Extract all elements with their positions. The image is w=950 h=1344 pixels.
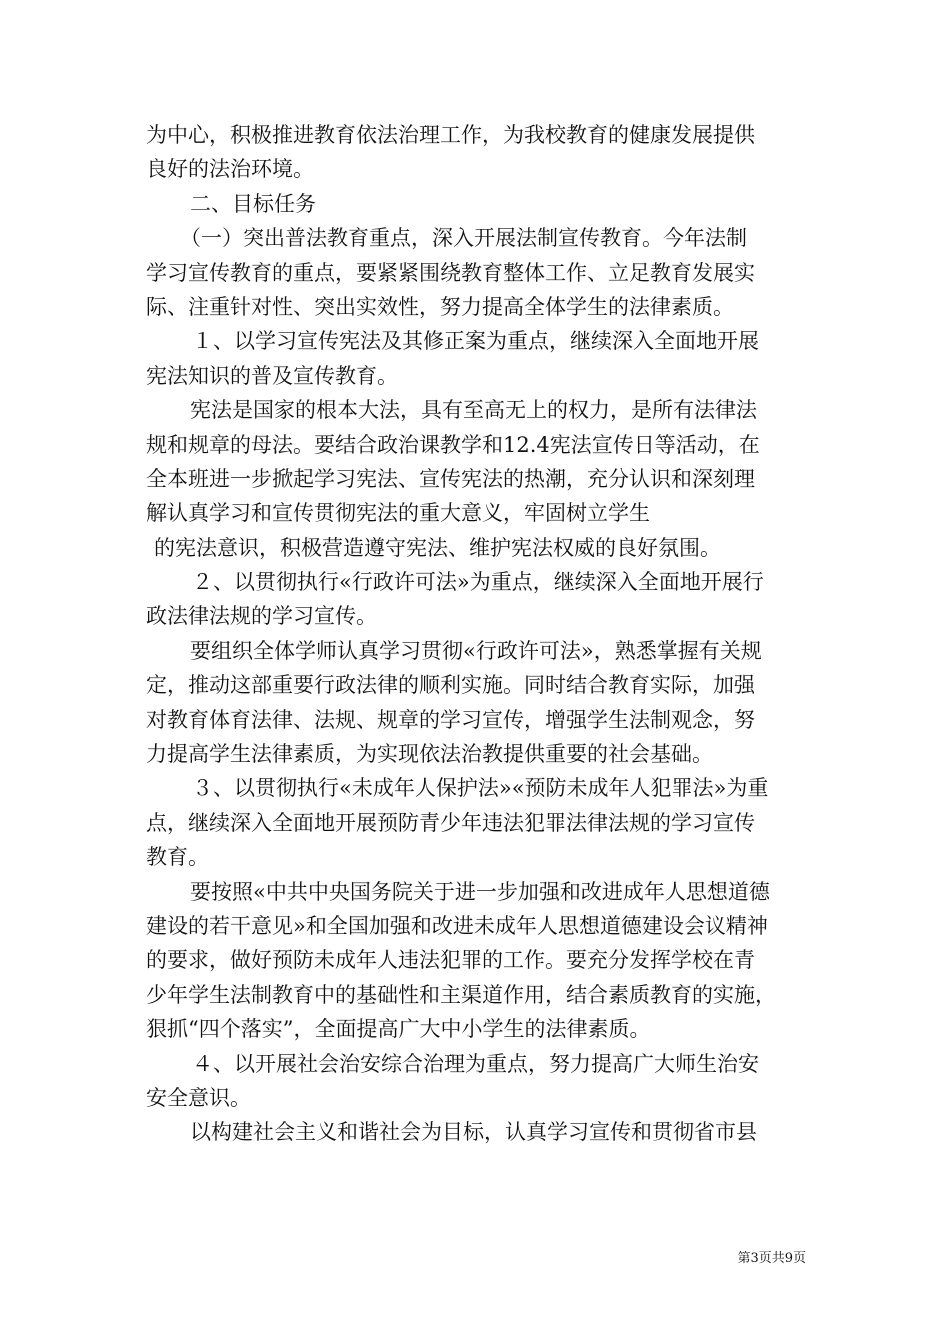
text-line: 以构建社会主义和谐社会为目标，认真学习宣传和贯彻省市县 [190,1120,757,1145]
section-heading: 二、目标任务 [190,191,316,216]
text-line: 宪法知识的普及宣传教育。 [146,363,398,388]
text-line: 力提高学生法律素质，为实现依法治教提供重要的社会基础。 [146,742,713,767]
text-line: 全本班进一步掀起学习宪法、宣传宪法的热潮，充分认识和深刻理 [146,466,755,491]
text-line: 安全意识。 [146,1085,251,1110]
text-line: 少年学生法制教育中的基础性和主渠道作用，结合素质教育的实施， [146,982,776,1007]
text-line: 政法律法规的学习宣传。 [146,604,377,629]
page-number: 第3页共9页 [737,1251,806,1266]
text-line: 要组织全体学师认真学习贯彻«行政许可法»，熟悉掌握有关规 [190,638,762,663]
text-line: ３、以贯彻执行«未成年人保护法»«预防未成年人犯罪法»为重 [192,776,769,801]
text-line: 建设的若干意见»和全国加强和改进未成年人思想道德建设会议精神 [146,913,768,938]
text-line: 点，继续深入全面地开展预防青少年违法犯罪法律法规的学习宣传 [146,810,755,835]
text-line: ４、以开展社会治安综合治理为重点，努力提高广大师生治安 [192,1051,759,1076]
text-line: 狠抓“四个落实”，全面提高广大中小学生的法律素质。 [146,1017,651,1042]
text-line: 的要求，做好预防未成年人违法犯罪的工作。要充分发挥学校在青 [146,948,755,973]
text-line: 良好的法治环境。 [146,157,314,182]
text-line: 定，推动这部重要行政法律的顺利实施。同时结合教育实际，加强 [146,673,755,698]
text-line: 要按照«中共中央国务院关于进一步加强和改进成年人思想道德 [190,879,770,904]
text-line: 解认真学习和宣传贯彻宪法的重大意义，牢固树立学生 [146,501,650,526]
text-line: ２、以贯彻执行«行政许可法»为重点，继续深入全面地开展行 [192,570,764,595]
text-line: 对教育体育法律、法规、规章的学习宣传，增强学生法制观念，努 [146,707,755,732]
text-line: 学习宣传教育的重点，要紧紧围绕教育整体工作、立足教育发展实 [146,260,755,285]
text-line: 为中心，积极推进教育依法治理工作，为我校教育的健康发展提供 [146,123,755,147]
text-line: 际、注重针对性、突出实效性，努力提高全体学生的法律素质。 [146,294,734,319]
text-line: （一）突出普法教育重点，深入开展法制宣传教育。今年法制 [180,226,747,251]
text-line: １、以学习宣传宪法及其修正案为重点，继续深入全面地开展 [192,329,759,354]
text-line: 宪法是国家的根本大法，具有至高无上的权力，是所有法律法 [190,398,757,423]
text-line: 的宪法意识，积极营造遵守宪法、维护宪法权威的良好氛围。 [154,535,721,560]
body-text [146,118,808,1150]
text-line: 教育。 [146,845,209,870]
text-line: 规和规章的母法。要结合政治课教学和12.4宪法宣传日等活动，在 [146,432,760,457]
